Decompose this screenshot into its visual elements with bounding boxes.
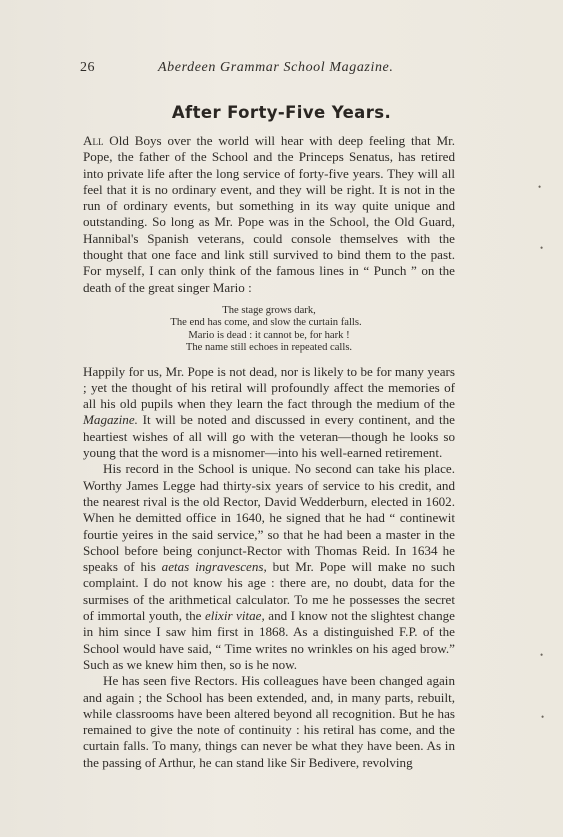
- paragraph-2-text-end: It will be noted and discussed in every continent, and the heartiest wishes of all will go with the veteran—though he looks so young that the word is a misnomer—into his well-earned retirement.: [83, 412, 455, 461]
- verse-line: The name still echoes in repeated calls.: [185, 342, 353, 354]
- verse-line: The end has come, and slow the curtain falls.: [170, 317, 362, 329]
- margin-speck: •: [540, 650, 544, 660]
- paragraph-1-text: Old Boys over the world will hear with deep feeling that Mr. Pope, the father of the School and the Princeps Senatus, has retired into private life after the long service of forty-five years. They will all feel that it is no ordinary event, and they will be right. It is not in the run of ordinary events, but something in its way quite unique and outstanding. So long as Mr. Pope was in the School, the Old Guard, Hannibal's Spanish veterans, could console themselves with the thought that one face and link still survived to bind them to the past. For myself, I can only think of the famous lines in “ Punch ” on the death of the great singer Mario :: [83, 133, 455, 295]
- running-title: Aberdeen Grammar School Magazine.: [158, 60, 394, 75]
- verse-quote: [83, 305, 455, 355]
- latin-phrase-elixir: elixir vitae,: [204, 608, 265, 624]
- article-body: [83, 133, 455, 771]
- running-header: [80, 60, 480, 78]
- verse-line: The stage grows dark,: [222, 304, 316, 316]
- paragraph-1: [83, 133, 455, 296]
- latin-phrase-aetas: aetas ingravescens,: [161, 559, 267, 575]
- verse-line: Mario is dead : it cannot be, for hark !: [188, 329, 350, 341]
- paragraph-4: He has seen five Rectors. His colleagues have been changed again and again ; the School has been extended, and, in many parts, rebuilt, while classrooms have been altered beyond all recognition. But he has remained to give the note of continuity : his retiral has come, and the curtain falls. To many, things can never be what they have been. As in the passing of Arthur, he can stand like Sir Bedivere, revolving: [83, 673, 455, 770]
- article-title: After Forty-Five Years.: [171, 103, 392, 122]
- paragraph-3-text-end: and I know not the slightest change in him since I saw him first in 1868. As a distinguished F.P. of the School would have said, “ Time writes no wrinkles on his aged brow.” Such as we knew him then, so is he now.: [83, 608, 455, 672]
- paragraph-2-text: Happily for us, Mr. Pope is not dead, nor is likely to be for many years ; yet the thought of his retiral will profoundly affect the memories of all his old pupils when they learn the fact through the medium of the: [83, 363, 455, 412]
- magazine-italic: Magazine.: [83, 412, 138, 428]
- margin-speck: •: [538, 182, 542, 192]
- paragraph-2: [83, 364, 455, 462]
- margin-speck: •: [541, 712, 545, 722]
- lead-word: All: [83, 133, 104, 148]
- margin-speck: •: [540, 243, 544, 253]
- paragraph-3-text-mid: but Mr. Pope will make no such complaint. I do not know his age : there are, no doubt, data for the surmises of the arithmetical calculator. To me he possesses the secret of immortal youth, the: [83, 559, 455, 624]
- paragraph-3-text: His record in the School is unique. No second can take his place. Worthy James Legge had thirty-six years of service to his credit, and the nearest rival is the old Rector, David Wedderburn, elected in 1602. When he demitted office in 1640, he signed that he had “ continewit fourtie yeires in the said service,” so that he had been a master in the School before being conjunct-Rector with Thomas Reid. In 1634 he speaks of his: [83, 461, 455, 575]
- paragraph-3: [83, 461, 455, 673]
- page-number: 26: [80, 60, 95, 75]
